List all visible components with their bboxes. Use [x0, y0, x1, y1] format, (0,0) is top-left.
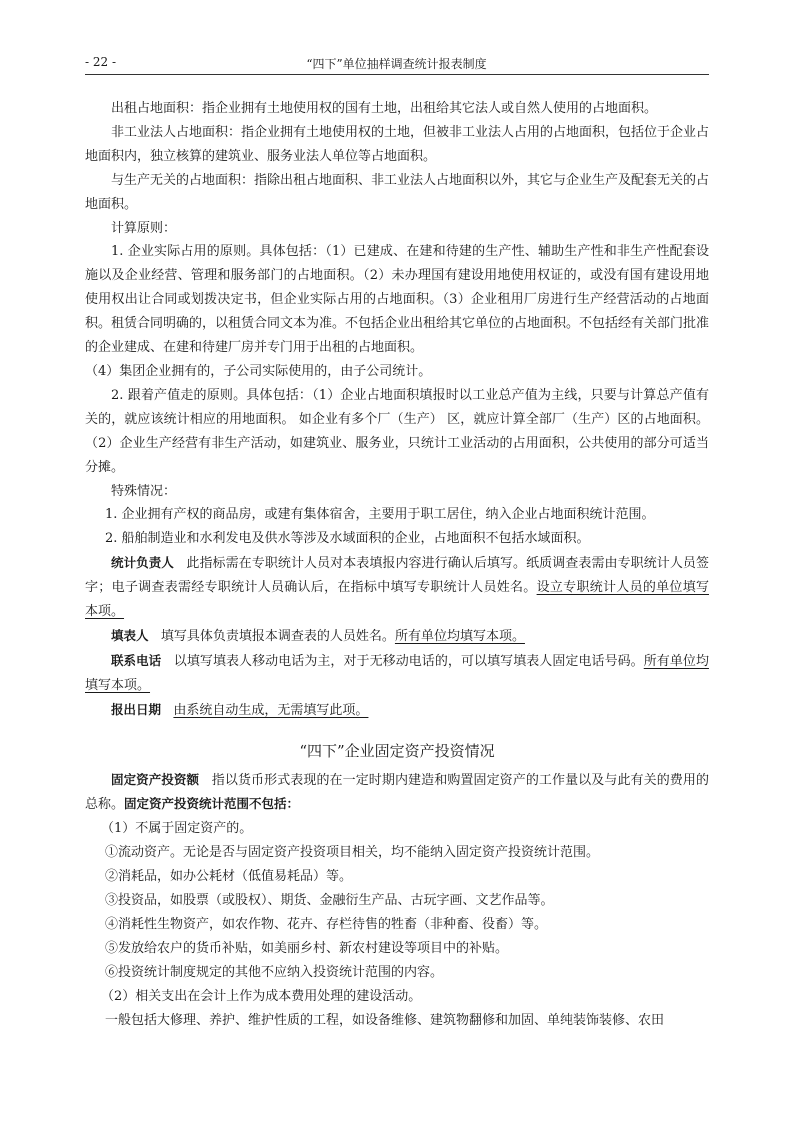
filler-label: 填表人: [111, 627, 149, 643]
stat-head-text: 此指标需在专职统计人员对本表填报内容进行确认后填写。纸质调查表需由专职统计人员签字；电子调查表需经专职统计人员确认后，在指标中填写专职统计人员姓名。: [85, 556, 709, 596]
exclusion-item-2-text: 一般包括大修理、养护、维护性质的工程，如设备维修、建筑物翻修和加固、单纯装饰装修、农田: [105, 1012, 665, 1028]
phone-text: 以填写填表人移动电话为主，对于无移动电话的，可以填写填表人固定电话号码。: [173, 653, 644, 669]
document-title: “四下”单位抽样调查统计报表制度: [306, 57, 487, 71]
principle-2-paragraph: 2. 跟着产值走的原则。具体包括：（1）企业占地面积填报时以工业总产值为主线，只要与计算总产值有关的，就应该统计相应的用地面积。 如企业有多个厂（生产） 区，就应计算全部厂（生产）区的占地面积。（2）企业生产经营有非生产活动，如建筑业、服务业，只统计工业活动的占用面积，公共使用的部分可适当分摊。: [85, 387, 709, 475]
filler-note: 所有单位均填写本项。: [394, 628, 525, 644]
fixed-asset-text: 指以货币形式表现的在一定时期内建造和购置固定资产的工作量以及与此有关的费用的总称。: [85, 772, 709, 813]
phone-note: 所有单位均填写本项。: [85, 653, 709, 693]
non-industrial-area-paragraph: 非工业法人占地面积：指企业拥有土地使用权的土地，但被非工业法人占用的占地面积，包括位于企业占地面积内，独立核算的建筑业、服务业法人单位等占地面积。: [85, 124, 710, 164]
exclusion-item-2: （2）相关支出在会计上作为成本费用处理的建设活动。: [101, 988, 422, 1004]
fixed-asset-label: 固定资产投资额: [111, 771, 200, 787]
stat-head-label: 统计负责人: [111, 555, 174, 571]
stat-head-note: 设立专职统计人员的单位填写本项。: [85, 580, 709, 620]
exclusion-item-d: ④消耗性生物资产，如农作物、花卉、存栏待售的牲畜（非种畜、役畜）等。: [105, 917, 548, 932]
exclusion-item-b: ②消耗品，如办公耗材（低值易耗品）等。: [105, 869, 353, 885]
report-date-label: 报出日期: [111, 701, 162, 717]
phone-label: 联系电话: [111, 652, 162, 668]
special-case-1: 1. 企业拥有产权的商品房，或建有集体宿舍，主要用于职工居住，纳入企业占地面积统计范围。: [105, 507, 655, 523]
special-cases-label: 特殊情况：: [111, 483, 177, 499]
exclusion-item-e: ⑤发放给农户的货币补贴，如美丽乡村、新农村建设等项目中的补贴。: [105, 940, 509, 956]
page-header: [85, 53, 708, 73]
special-case-2: 2. 船舶制造业和水利发电及供水等涉及水域面积的企业，占地面积不包括水域面积。: [105, 531, 590, 547]
principle-1-paragraph: 1. 企业实际占用的原则。具体包括：（1）已建成、在建和待建的生产性、辅助生产性和非生产性配套设施以及企业经营、管理和服务部门的占地面积。（2）未办理国有建设用地使用权证的，或没有国有建设用地使用权出让合同或划拨决定书，但企业实际占用的占地面积。（3）企业租用厂房进行生产经营活动的占地面积。租赁合同明确的，以租赁合同文本为准。不包括企业出租给其它单位的占地面积。不包括经有关部门批准的企业建成、在建和待建厂房并专门用于出租的占地面积。: [85, 244, 710, 356]
exclusion-item-1: （1）不属于固定资产的。: [101, 821, 253, 837]
exclusion-item-c: ③投资品，如股票（或股权）、期货、金融衍生产品、古玩字画、文艺作品等。: [105, 893, 554, 909]
rental-area-paragraph: 出租占地面积：指企业拥有土地使用权的国有土地，出租给其它法人或自然人使用的占地面积。: [111, 101, 658, 116]
page-number: - 22 -: [85, 55, 117, 69]
header-rule: [85, 74, 709, 75]
investment-section-title: “四下”企业固定资产投资情况: [299, 741, 495, 760]
calc-principle-label: 计算原则：: [111, 220, 177, 236]
filler-text: 填写具体负责填报本调查表的人员姓名。: [160, 628, 395, 644]
filler-paragraph: [85, 624, 709, 649]
principle-1-tail: （4）集团企业拥有的，子公司实际使用的，由子公司统计。: [85, 363, 432, 379]
report-date-note: 由系统自动生成，无需填写此项。: [173, 702, 369, 718]
phone-paragraph: [85, 649, 709, 698]
fixed-asset-paragraph: [85, 768, 709, 818]
unrelated-area-paragraph: 与生产无关的占地面积：指除出租占地面积、非工业法人占地面积以外，其它与企业生产及配套无关的占地面积。: [85, 172, 710, 212]
page-body: [85, 97, 709, 1033]
report-date-paragraph: [85, 698, 709, 723]
stat-head-paragraph: [85, 551, 709, 624]
fixed-asset-excluded: 固定资产投资统计范围不包括：: [124, 796, 300, 812]
exclusion-item-f: ⑥投资统计制度规定的其他不应纳入投资统计范围的内容。: [105, 964, 444, 980]
exclusion-item-a: ①流动资产。无论是否与固定资产投资项目相关，均不能纳入固定资产投资统计范围。: [105, 845, 600, 861]
